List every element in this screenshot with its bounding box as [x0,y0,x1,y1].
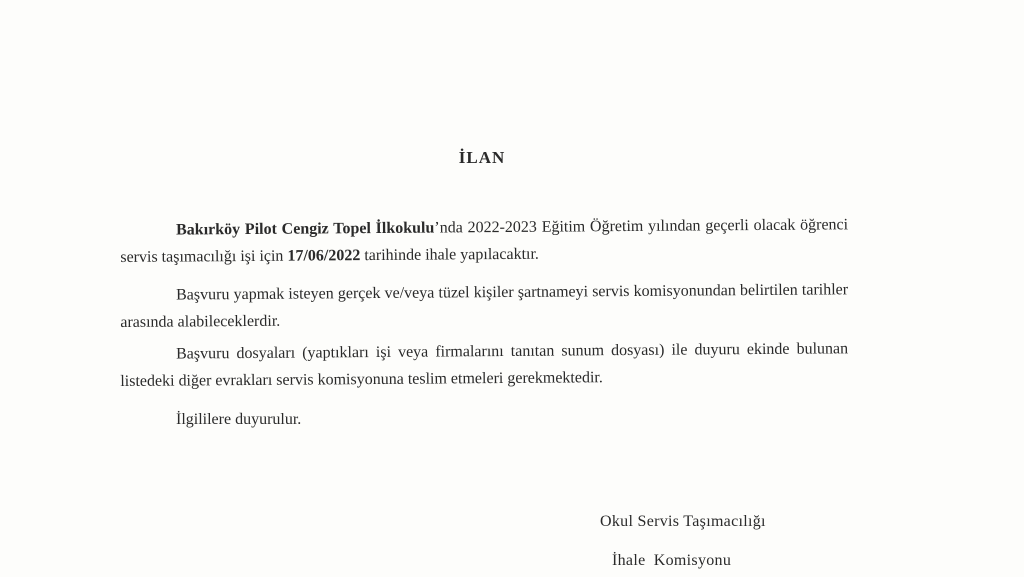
school-name: Bakırköy Pilot Cengiz Topel İlkokulu [176,219,435,239]
signature-line-1: Okul Servis Taşımacılığı [600,513,766,530]
signature-line-2: İhale Komisyonu [612,552,732,569]
paragraph-closing: İlgililere duyurulur. [176,411,302,428]
document-title: İLAN [458,148,506,167]
paragraph-announcement-text: ’nda 2022-2023 Eğitim Öğretim yılından geçerli olacak öğrenci servis taşımacılığı işi için [120,216,849,266]
paragraph-application: Başvuru yapmak isteyen gerçek ve/veya tüzel kişiler şartnameyi servis komisyonundan belirtilen tarihler arasında alabileceklerdir. [120,281,849,331]
paragraph-announcement-end: tarihinde ihale yapılacaktır. [360,245,539,265]
paragraph-documents: Başvuru dosyaları (yaptıkları işi veya firmalarını tanıtan sunum dosyası) ile duyuru ekinde bulunan listedeki diğer evrakları servis komisyonuna teslim etmeleri gerekmektedir. [120,340,849,390]
paragraph-announcement [120,211,848,271]
tender-date: 17/06/2022 [287,247,361,265]
